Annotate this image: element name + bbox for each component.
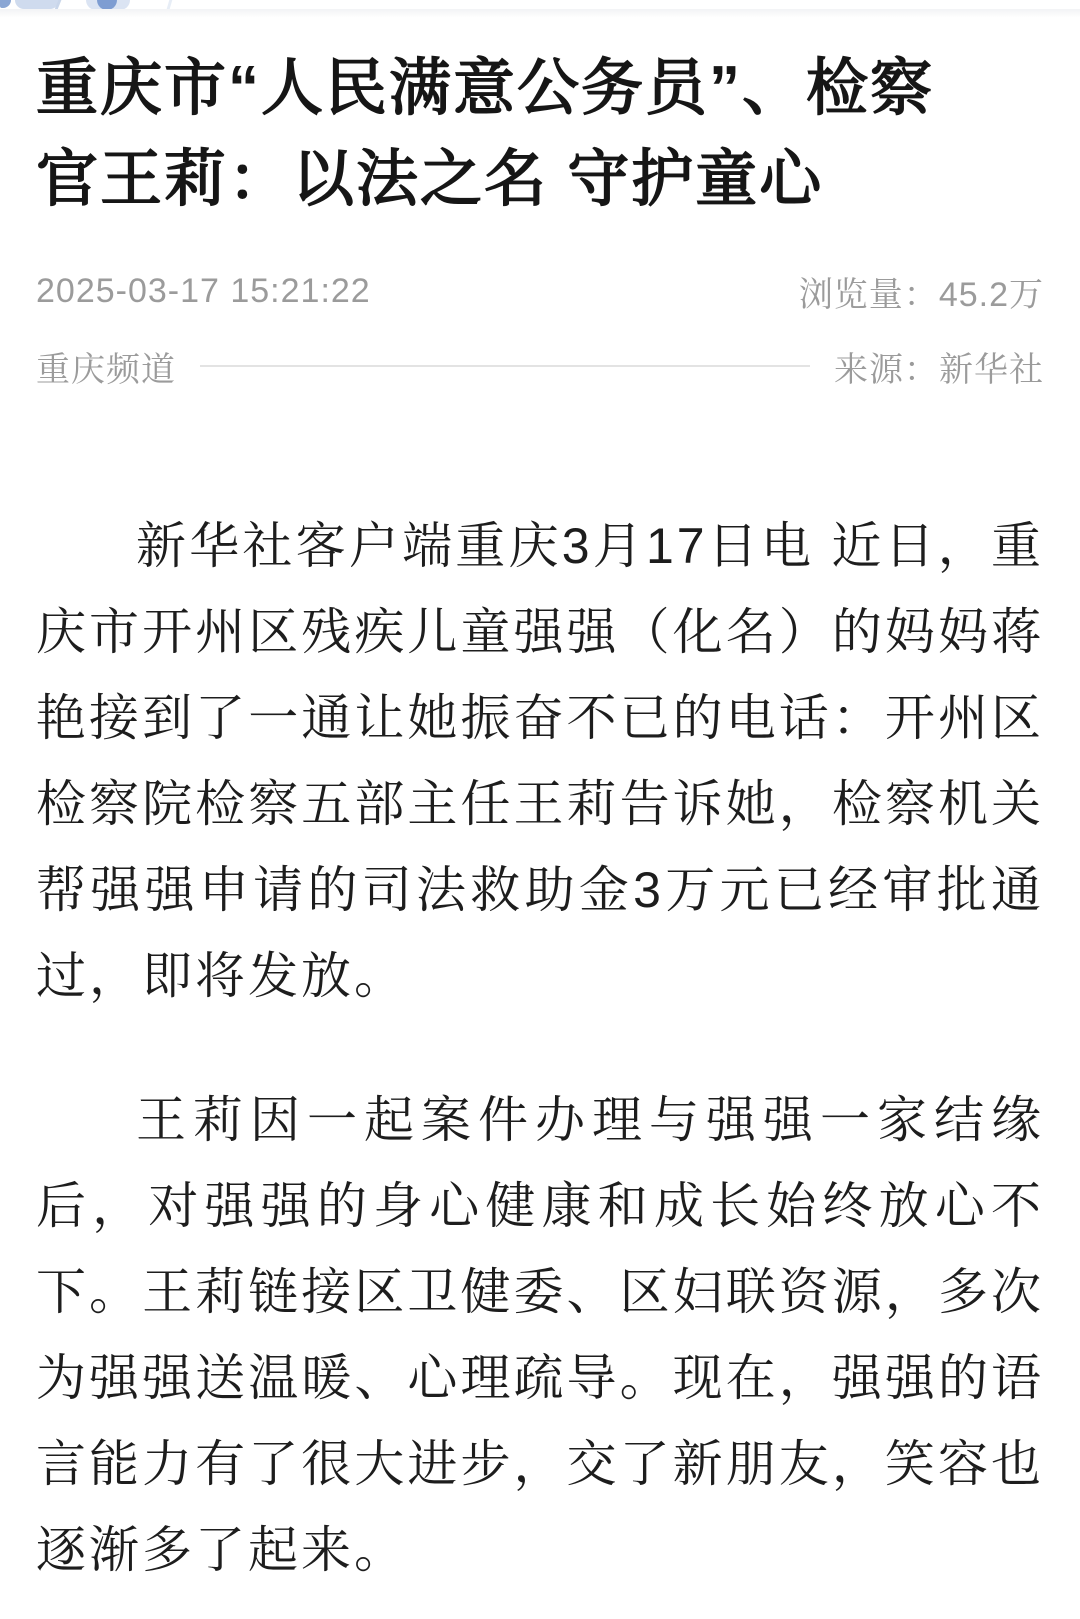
banner-remnant: [0, 0, 1080, 9]
article-paragraph: 新华社客户端重庆3月17日电 近日，重庆市开州区残疾儿童强强（化名）的妈妈蒋艳接到了一通让她振奋不已的电话：开州区检察院检察五部主任王莉告诉她，检察机关帮强强申请的司法救助金3万元已经审批通过，即将发放。: [36, 517, 1044, 1004]
page-title-line-1: 重庆市“人民满意公务员”、检察: [36, 54, 935, 123]
article-content: [0, 43, 1080, 1593]
logo-remnant-blob-icon: [15, 0, 59, 9]
logo-remnant-wedge-icon: [0, 0, 11, 8]
page-title: [36, 43, 1044, 225]
logo-remnant-slash2-icon: [167, 0, 173, 9]
article-meta: [36, 267, 1044, 391]
view-count: [799, 267, 1044, 316]
top-fade-band: [0, 9, 1080, 17]
page-title-line-2: 官王莉：以法之名 守护童心: [36, 145, 824, 214]
source-value: 新华社: [939, 350, 1044, 389]
article-body: [36, 503, 1044, 1593]
article-paragraph: 王莉因一起案件办理与强强一家结缘后，对强强的身心健康和成长始终放心不下。王莉链接区卫健委、区妇联资源，多次为强强送温暖、心理疏导。现在，强强的语言能力有了很大进步，交了新朋友，笑容也逐渐多了起来。: [36, 1091, 1044, 1578]
source-label: 来源：: [834, 350, 939, 389]
view-count-label: 浏览量：: [798, 275, 939, 314]
source: [834, 342, 1044, 391]
publish-time: 2025-03-17 15:21:22: [36, 271, 371, 310]
meta-divider: [200, 365, 810, 367]
view-count-value: 45.2万: [938, 275, 1044, 314]
meta-row-channel-source: [36, 342, 1044, 391]
meta-row-time-views: [36, 267, 1044, 316]
channel-label: 重庆频道: [36, 350, 176, 389]
